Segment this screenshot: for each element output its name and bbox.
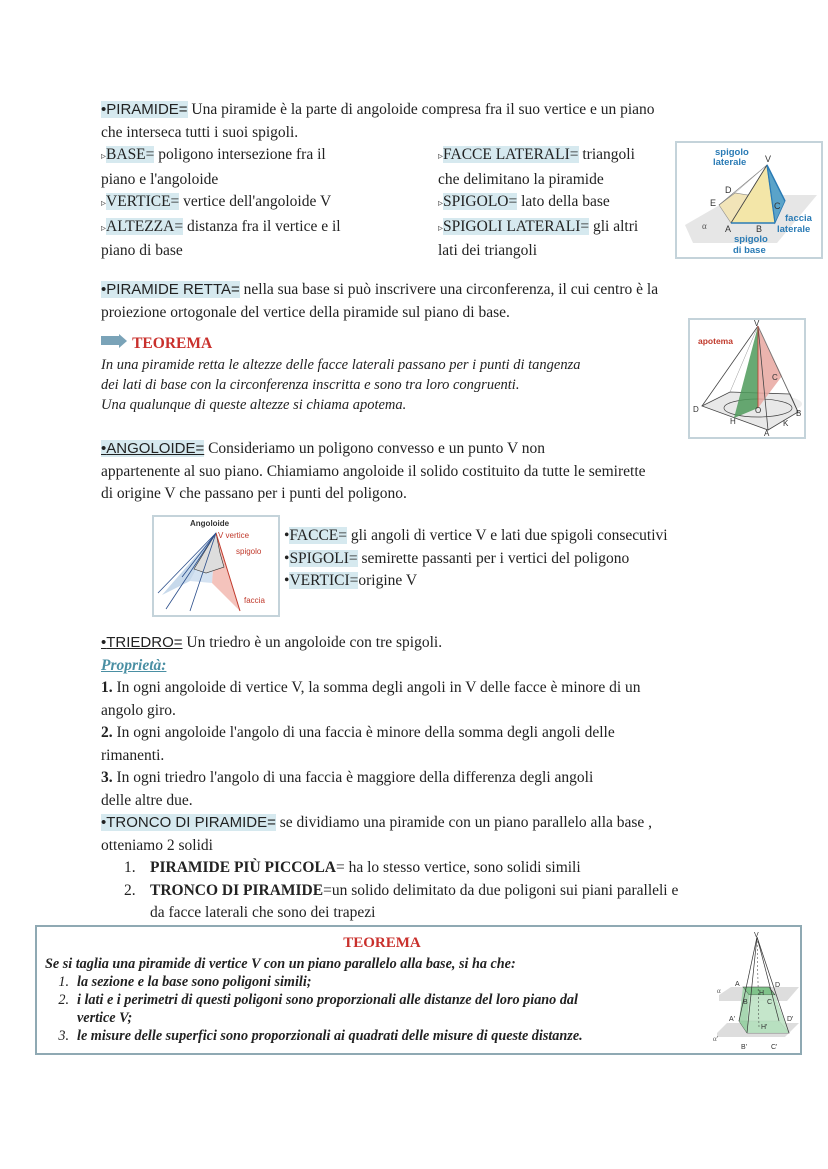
spigolo-label: spigolo [236,547,262,556]
base-term: BASE= [106,146,155,163]
tronco-section: •TRONCO DI PIRAMIDE= se dividiamo una piramide con un piano parallelo alla base , otteniamo 2 solidi [101,814,653,854]
vertex-label-b: B [756,224,763,234]
vertex-label-v: V [765,154,772,164]
fig-label-b-prime: B' [741,1044,748,1051]
spigoli-term: SPIGOLI= [289,549,358,567]
label-a: A [764,429,770,437]
spigoli-laterali-term: SPIGOLI LATERALI= [443,217,590,235]
fig-label-alpha-prime: α' [713,1035,718,1043]
piramide-left-list: ▹BASE= poligono intersezione fra il piano e l'angoloide ▹VERTICE= vertice dell'angoloide V ▹ALTEZZA= distanza fra il vertice e il piano di base [101,146,341,259]
fig-label-v: V [754,932,759,939]
apotema-label: apotema [698,336,733,346]
vertex-label-a: A [725,224,732,234]
label-k: K [783,419,789,428]
fig-label-b: B [743,999,748,1006]
teorema-1-heading: TEOREMA [101,333,212,353]
fig-label-d: D [775,982,781,989]
fig-label-c: C [767,999,773,1006]
tronco-figure [713,931,801,1053]
faccia-label: faccia [244,596,265,605]
apotema-figure [688,318,806,439]
arrow-right-icon [101,336,119,345]
teorema-box [35,925,802,1055]
label-v: V [754,320,760,328]
vertice-label: V vertice [218,531,250,540]
altezza-term: ALTEZZA= [106,217,184,235]
list-item: 1. PIRAMIDE PIÙ PICCOLA= ha lo stesso vertice, sono solidi simili [124,859,581,876]
fig-label-a: A [735,981,740,988]
label-c: C [772,373,778,382]
vertex-label-e: E [710,198,717,208]
fig-label-a-prime: A' [729,1016,736,1023]
fig-label-alpha: α [717,987,721,995]
tronco-list: 1. PIRAMIDE PIÙ PICCOLA= ha lo stesso vertice, sono solidi simili 2. TRONCO DI PIRAMIDE=un solido delimitato da due poligoni sui piani paralleli e da facce laterali che sono dei trapezi [124,857,734,925]
arrow-head [119,334,127,348]
vertice-term: VERTICE= [106,193,180,210]
fig-label-h-prime: H' [761,1024,768,1031]
piramide-label: •PIRAMIDE= [101,101,188,118]
piramide-right-list: ▹FACCE LATERALI= triangoli che delimitano la piramide ▹SPIGOLO= lato della base ▹SPIGOLI LATERALI= gli altri lati dei triangoli [438,146,639,259]
angoloide-properties: •FACCE= gli angoli di vertice V e lati due spigoli consecutivi •SPIGOLI= semirette passanti per i vertici del poligono •VERTICI=origine V [284,527,668,589]
spigolo-term: SPIGOLO= [443,193,518,210]
angoloide-figure [152,515,280,617]
faccia-laterale-label: faccia laterale [777,213,812,235]
piramide-retta-definition: •PIRAMIDE RETTA= nella sua base si può inscrivere una circonferenza, il cui centro è la proiezione ortogonale del vertice della piramide sul piano di base. [101,281,659,321]
angoloide-label: •ANGOLOIDE= [101,440,205,457]
spigolo-di-base-label: spigolo di base [733,234,768,256]
vertici-term: VERTICI= [289,572,359,589]
facce-term: FACCE= [289,527,347,544]
fig-label-d-prime: D' [787,1016,794,1023]
angoloide-fig-title: Angoloide [190,519,230,528]
triedro-label: •TRIEDRO= [101,634,183,651]
pyramid-diagram [677,143,821,257]
piramide-definition: •PIRAMIDE= Una piramide è la parte di angoloide compresa fra il suo vertice e un piano che interseca tutti i suoi spigoli. [101,101,655,141]
teorema-1-text: In una piramide retta le altezze delle facce laterali passano per i punti di tangenza dei lati di base con la circonferenza inscritta e sono tra loro congruenti. Una qualunque di queste altezze si chiama apotema. [101,357,581,413]
plane-label-alpha: α [702,221,707,231]
label-b: B [796,409,802,418]
angoloide-definition: •ANGOLOIDE= Consideriamo un poligono convesso e un punto V non appartenente al suo piano. Chiamiamo angoloide il solido costituito da tutte le semirette di origine V che passano per i punti del poligono. [101,440,646,502]
fig-label-c-prime: C' [771,1044,778,1051]
teorema-box-title: TEOREMA [343,935,421,951]
facce-laterali-term: FACCE LATERALI= [443,146,579,163]
teorema-box-text: Se si taglia una piramide di vertice V con un piano parallelo alla base, si ha che: 1. la sezione e la base sono poligoni simili; 2. i lati e i perimetri di questi poligoni sono proporzionali alle distanze del loro piano dal vertice V; 3. le misure delle superfici sono proporzionali ai quadrati delle misure di queste distanze. [45,956,583,1044]
label-d: D [693,405,699,414]
piramide-retta-label: •PIRAMIDE RETTA= [101,281,240,298]
vertex-label-c: C [774,201,781,211]
fig-label-h: H [759,990,765,997]
label-h: H [730,417,736,426]
spigolo-laterale-label: spigolo laterale [713,147,749,168]
triedro-section: •TRIEDRO= Un triedro è un angoloide con tre spigoli. Proprietà: 1. In ogni angoloide di vertice V, la somma degli angoli in V delle facce è minore di un angolo giro. 2. In ogni angoloide l'angolo di una faccia è minore della somma degli angoli delle rimanenti. 3. In ogni triedro l'angolo di una faccia è maggiore della differenza degli angoli delle altre due. [101,632,741,812]
label-o: O [755,406,762,415]
proprieta-heading: Proprietà: [101,656,167,674]
list-item: 2. TRONCO DI PIRAMIDE=un solido delimitato da due poligoni sui piani paralleli e [124,881,679,899]
vertex-label-d: D [725,185,732,195]
tronco-label: •TRONCO DI PIRAMIDE= [101,814,276,831]
pyramid-figure [675,141,823,259]
